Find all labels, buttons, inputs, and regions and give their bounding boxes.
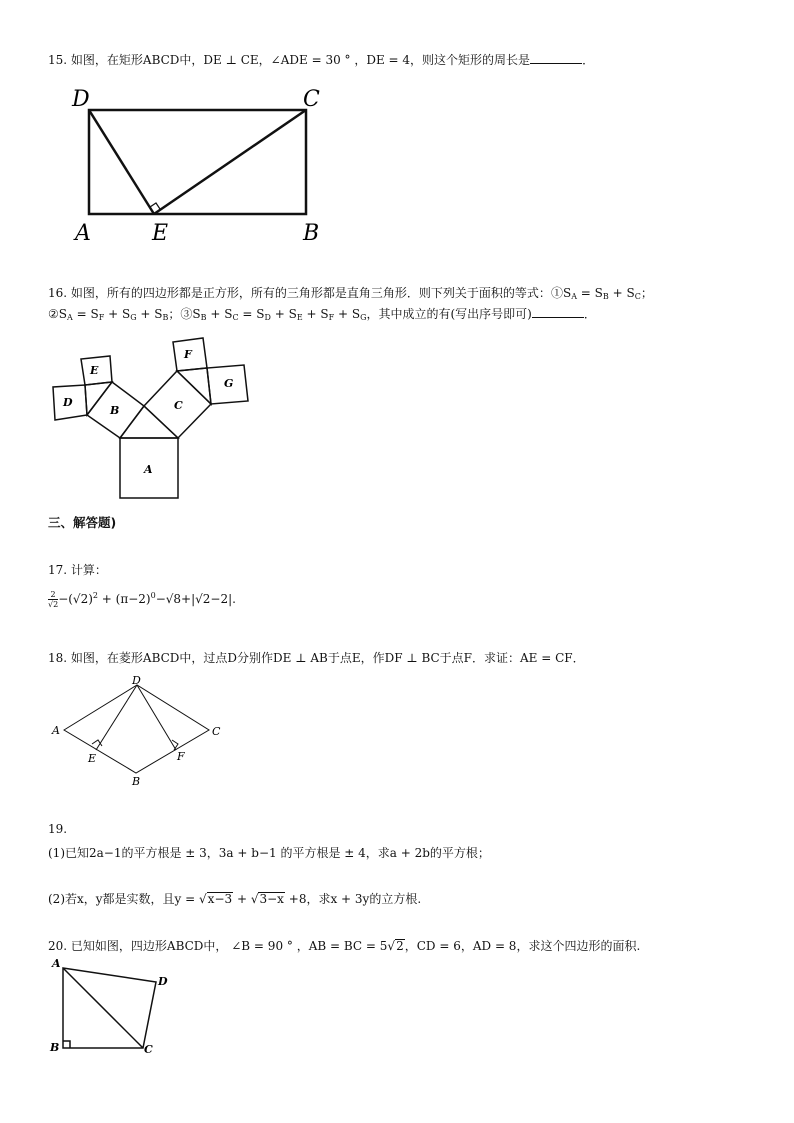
q15-text: 15. 如图，在矩形ABCD中，DE ⊥ CE，∠ADE = 30 ° ，DE = 4，则这个矩形的周长是 ． — [48, 53, 595, 67]
q16-label-d: D — [63, 396, 73, 409]
q15-number: 15. — [48, 53, 68, 67]
q15-label-a: A — [75, 221, 91, 246]
q19-part1: (1)已知2a−1的平方根是 ± 3，3a + b−1 的平方根是 ± 4，求a + 2b的平方根； — [48, 846, 490, 860]
q16-label-g: G — [224, 377, 234, 390]
q15-answer-blank[interactable] — [530, 52, 582, 64]
q20-label-b: B — [50, 1041, 60, 1054]
q15-label-e: E — [152, 221, 169, 246]
q18-rhombus-figure — [48, 672, 233, 790]
q16-answer-blank[interactable] — [532, 306, 584, 318]
q15-stem: 如图，在矩形ABCD中，DE ⊥ CE，∠ADE = 30 ° ，DE = 4，则这个矩形的周长是 — [70, 53, 531, 67]
q15-label-b: B — [303, 221, 320, 246]
q17-fraction: $\frac{2}{√2}$ — [48, 590, 59, 609]
q18-label-e: E — [88, 752, 97, 765]
q20-text: 20. 已知如图，四边形ABCD中， ∠B = 90 ° ，AB = BC = 5√2，CD = 6，AD = 8，求这个四边形的面积. — [48, 939, 641, 953]
q18-label-a: A — [52, 724, 60, 737]
q20-quadrilateral-figure — [48, 955, 183, 1065]
section-heading: 三、解答题) — [48, 515, 117, 530]
q15-label-d: D — [72, 87, 90, 112]
q16-label-b: B — [110, 404, 120, 417]
q18-label-d: D — [132, 674, 141, 687]
q15-label-c: C — [303, 87, 320, 112]
q18-label-c: C — [212, 725, 221, 738]
q19-part2: (2)若x，y都是实数，且y = √x−3 + √3−x +8，求x + 3y的立方根. — [48, 892, 422, 906]
q19-number: 19. — [48, 822, 68, 836]
q16-stem: 如图，所有的四边形都是正方形，所有的三角形都是直角三角形．则下列关于面积的等式： — [70, 286, 551, 300]
q18-text: 18. 如图，在菱形ABCD中，过点D分别作DE ⊥ AB于点E，作DF ⊥ BC于点F．求证：AE = CF． — [48, 651, 585, 665]
q20-label-c: C — [144, 1043, 153, 1056]
q16-label-c: C — [174, 399, 183, 412]
q16-label-f: F — [184, 348, 192, 361]
q17-expression: $\frac{2}{√2}$ $-(√2)^2 + (\pi-2)^0-√8+|√2-2|$. — [48, 590, 236, 609]
q20-label-d: D — [158, 975, 168, 988]
q15-rectangle-figure — [70, 82, 340, 247]
q18-label-f: F — [177, 750, 185, 763]
q20-label-a: A — [52, 957, 61, 970]
q16-label-e: E — [90, 364, 99, 377]
q16-text-line1: 16. 如图，所有的四边形都是正方形，所有的三角形都是直角三角形．则下列关于面积的等式：$①S_A = S_B + S_C$； — [48, 286, 653, 301]
q16-text-line2: $②S_A = S_F + S_G + S_B$；$③S_B + S_C = S_D + S_E + S_F + S_G$，其中成立的有(写出序号即可) ． — [48, 307, 596, 322]
q16-squares-figure — [48, 330, 258, 505]
q16-label-a: A — [144, 463, 153, 476]
q17-text: 17. 计算： — [48, 563, 107, 577]
q18-label-b: B — [132, 775, 141, 788]
